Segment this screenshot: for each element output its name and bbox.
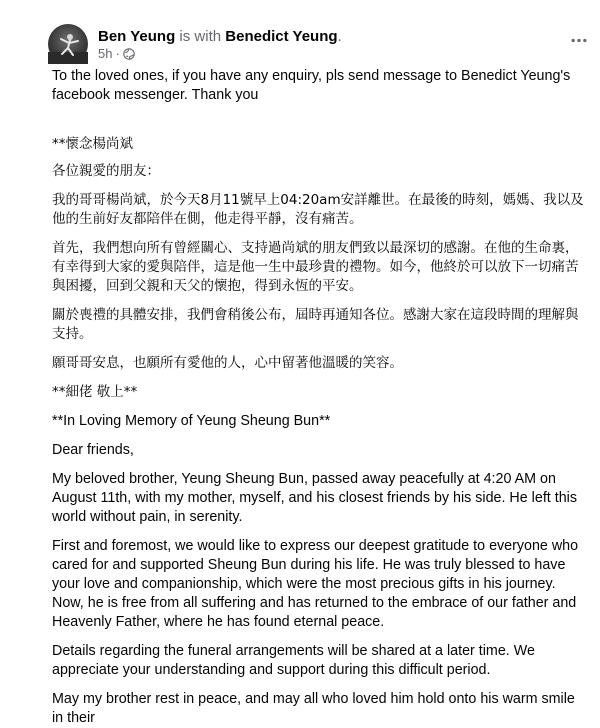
zh-title: **懷念楊尚斌 xyxy=(52,136,133,152)
more-options-icon xyxy=(570,38,588,43)
en-paragraph-2: First and foremost, we would like to express our deepest gratitude to everyone who cared for and supported Sheung Bun during his life. He was truly blessed to have your love and companionship, which were the most precious gifts in his journey. Now, he is free from all suffering and has returned to the embrace of our father and Heavenly Father, where he has found eternal peace. xyxy=(52,538,579,630)
zh-paragraph-3: 關於喪禮的具體安排，我們會稍後公布，屆時再通知各位。感謝大家在這段時間的理解與支持。 xyxy=(52,307,579,342)
avatar-silhouette-icon xyxy=(48,24,88,64)
zh-signature: **細佬 敬上** xyxy=(52,384,138,400)
post-timestamp[interactable]: 5h xyxy=(98,46,113,61)
en-greeting: Dear friends, xyxy=(52,442,134,458)
en-title: **In Loving Memory of Yeung Sheung Bun** xyxy=(52,413,331,429)
post-header xyxy=(48,24,600,68)
post-body xyxy=(52,67,588,728)
zh-paragraph-1: 我的哥哥楊尚斌，於今天8月11號早上04:20am安詳離世。在最後的時刻，媽媽、我以及他的生前好友都陪伴在側，他走得平靜，沒有痛苦。 xyxy=(52,192,584,227)
zh-paragraph-4: 願哥哥安息，也願所有愛他的人，心中留著他溫暖的笑容。 xyxy=(52,355,403,371)
zh-paragraph-2: 首先，我們想向所有曾經關心、支持過尚斌的朋友們致以最深切的感謝。在他的生命裏，有幸得到大家的愛與陪伴，這是他一生中最珍貴的禮物。如今，他終於可以放下一切痛苦與困擾，回到父親和天父的懷抱，得到永恆的平安。 xyxy=(52,240,579,294)
en-paragraph-3: Details regarding the funeral arrangements will be shared at a later time. We appreciate your understanding and support during this difficult period. xyxy=(52,643,535,678)
is-with-text: is with xyxy=(179,28,222,45)
more-options-button[interactable] xyxy=(567,30,591,50)
zh-greeting: 各位親愛的朋友： xyxy=(52,163,160,179)
tagged-suffix: . xyxy=(337,28,342,45)
tagged-user-link[interactable]: Benedict Yeung xyxy=(225,28,338,45)
en-paragraph-1: My beloved brother, Yeung Sheung Bun, passed away peacefully at 4:20 AM on August 11th, with my mother, myself, and his closest friends by his side. He left this world without pain, in serenity. xyxy=(52,471,577,525)
author-avatar[interactable] xyxy=(48,24,88,64)
meta-separator: · xyxy=(115,46,120,61)
globe-icon[interactable] xyxy=(123,48,135,60)
author-name-link[interactable]: Ben Yeung xyxy=(98,28,176,45)
en-paragraph-4: May my brother rest in peace, and may all who loved him hold onto his warm smile in their xyxy=(52,691,575,726)
intro-text: To the loved ones, if you have any enquiry, pls send message to Benedict Yeung's facebook messenger. Thank you xyxy=(52,68,571,103)
author-line xyxy=(98,27,342,46)
post-meta xyxy=(98,46,135,62)
